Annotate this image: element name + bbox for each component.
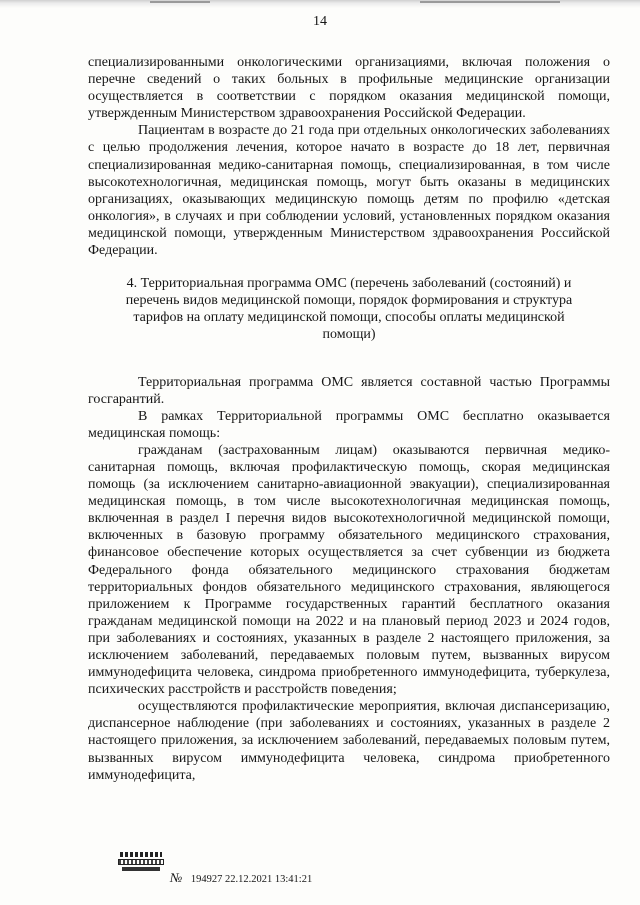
paragraph: гражданам (застрахованным лицам) оказываются первичная медико-санитарная помощь, включая профилактическую помощь, скорая медицинская помощь (за исключением санитарно-авиационной эвакуации), специализированная медицинская помощь, в том числе высокотехнологичная медицинская помощь, включенная в раздел I перечня видов высокотехнологичной медицинской помощи, включенных в базовую программу обязательного медицинского страхования, финансовое обеспечение которых осуществляется за счет субвенции из бюджета Федерального фонда обязательного медицинского страхования бюджетам территориальных фондов обязательного медицинского страхования, являющегося приложением к Программе государственных гарантий бесплатного оказания гражданам медицинской помощи на 2022 и на плановый период 2023 и 2024 годов, при заболеваниях и состояниях, указанных в разделе 2 настоящего приложения, за исключением заболеваний, передаваемых половым путем, вызванных вирусом иммунодефицита человека, синдрома приобретенного иммунодефицита, туберкулеза, психических расстройств и расстройств поведения; [88,442,610,698]
page-number: 14 [313,14,327,29]
signature-mark: № [170,870,183,885]
emblem-icon [118,849,164,873]
document-stamp [170,870,312,886]
paragraph: Территориальная программа ОМС является составной частью Программы госгарантий. [88,374,610,407]
paragraph: специализированными онкологическими организациями, включая положения о перечне сведений о таких больных в профильные медицинские организации осуществляется в соответствии с порядком оказания медицинской помощи, утвержденным Министерством здравоохранения Российской Федерации. [88,55,610,122]
paragraph: В рамках Территориальной программы ОМС бесплатно оказывается медицинская помощь: [88,408,610,441]
document-id-text: 194927 22.12.2021 13:41:21 [190,874,313,885]
paragraph: осуществляются профилактические мероприятия, включая диспансеризацию, диспансерное наблюдение (при заболеваниях и состояниях, указанных в разделе 2 настоящего приложения, за исключением заболеваний, передаваемых половым путем, вызванных вирусом иммунодефицита человека, синдрома приобретенного иммунодефицита, [88,699,610,783]
document-body [88,54,610,784]
paragraph: Пациентам в возрасте до 21 года при отдельных онкологических заболеваниях с целью продолжения лечения, которое начато в возрасте до 18 лет, первичная специализированная медико-санитарная помощь, специализированная, в том числе высокотехнологичная, медицинская помощь, могут быть оказаны в медицинских организациях, оказывающих медицинскую помощь детям по профилю «детская онкология», в случаях и при соблюдении условий, установленных порядком оказания медицинской помощи, утвержденным Министерством здравоохранения Российской Федерации. [88,123,610,259]
section-heading: 4. Территориальная программа ОМС (перечень заболеваний (состояний) и перечень видов медицинской помощи, порядок формирования и структура тарифов на оплату медицинской помощи, способы оплаты медицинской помощи) [125,276,573,343]
footer [118,849,164,873]
scan-artifact [150,1,210,3]
scan-artifact [420,1,560,3]
